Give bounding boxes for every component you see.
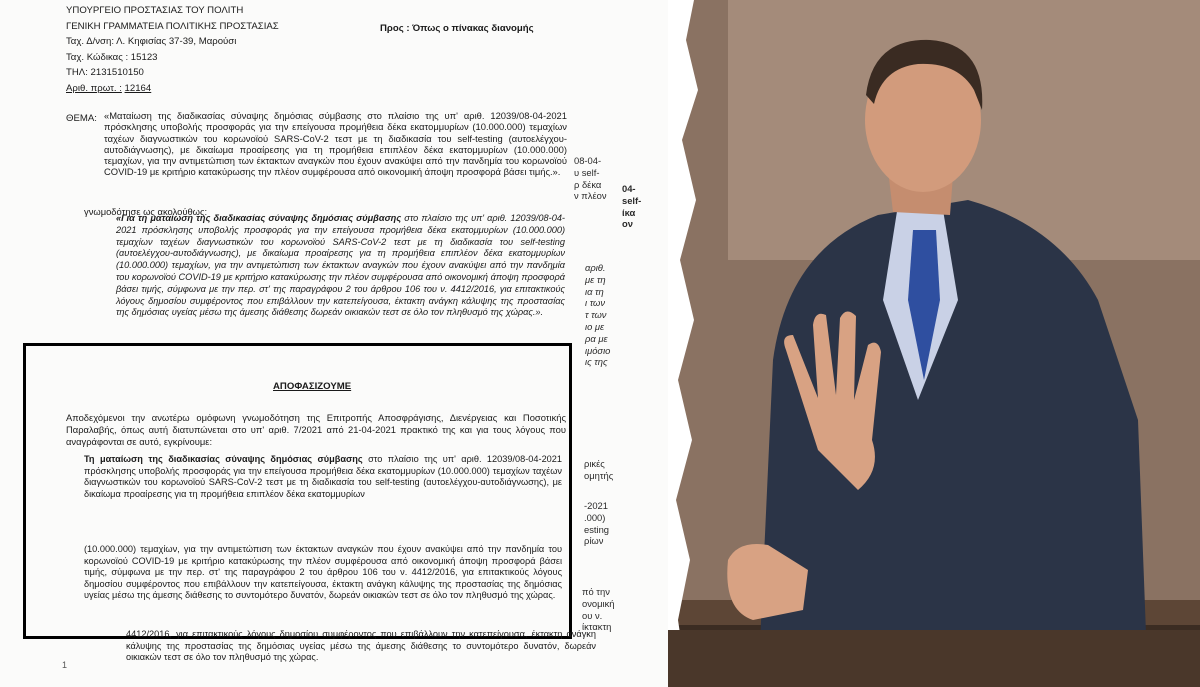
decision-accept-text: Αποδεχόμενοι την ανωτέρω ομόφωνη γνωμοδότηση της Επιτροπής Αποσφράγισης, Διενέργειας και Ποσοτικής Παραλαβής, όπως αυτή διατυπώνεται στο υπ' αριθ. 7/2021 από 21-04-2021 πρακτικό της και για τους λόγους που αναγράφονται σε αυτό, εγκρίνουμε: bbox=[66, 412, 566, 447]
letterhead-line: ΤΗΛ: 2131510150 bbox=[66, 67, 144, 78]
side-fragments-a: 08-04- υ self- ρ δέκα ν πλέον bbox=[574, 155, 607, 202]
side-fragments-b: 04- self- ίκα ον bbox=[622, 183, 642, 230]
subject-text: «Ματαίωση της διαδικασίας σύναψης δημόσιας σύμβασης στο πλαίσιο της υπ' αριθ. 12039/08-04-2021 πρόσκλησης υποβολής προσφοράς για την επείγουσα προμήθεια δέκα εκατομμυρίων (10.000.000) τεμαχίων ταχέων διαγνωστικών του κορωνοϊού SARS-CoV-2 τεστ με τη διαδικασία του self-testing (αυτοελέγχου-αυτοδιάγνωσης), με δικαίωμα προαίρεσης για τη προμήθεια επιπλέον δέκα εκατομμυρίων (10.000.000) τεμαχίων, για την αντιμετώπιση των έκτακτων αναγκών που έχουν ανακύψει από την πανδημία του κορωνοϊού COVID-19 με κριτήριο κατακύρωσης την πλέον συμφέρουσα από οικονομική άποψη προσφορά βάσει τιμής.». bbox=[104, 110, 567, 178]
letterhead-line: ΓΕΝΙΚΗ ΓΡΑΜΜΑΤΕΙΑ ΠΟΛΙΤΙΚΗΣ ΠΡΟΣΤΑΣΙΑΣ bbox=[66, 20, 279, 32]
decision-item-bold: Τη ματαίωση της διαδικασίας σύναψης δημόσιας σύμβασης bbox=[84, 454, 363, 464]
tail-text: 4412/2016, για επιτακτικούς λόγους δημοσίου συμφέροντος που επιβάλλουν την κατεπείγουσα, έκτακτη ανάγκη κάλυψης της προστασίας της δημόσιας υγείας μέσω της άμεσης διάθεσης το συντομότερο δυνατόν, δωρεάν οικιακών τεστ σε όλο τον πληθυσμό της χώρας. bbox=[126, 629, 596, 663]
page-number: 1 bbox=[62, 660, 68, 670]
letterhead-line: Ταχ. Κώδικας : 15123 bbox=[66, 51, 158, 63]
decision-item bbox=[84, 454, 562, 500]
decision-heading: ΑΠΟΦΑΣΙΖΟΥΜΕ bbox=[273, 381, 352, 392]
protocol-line bbox=[66, 81, 279, 97]
protocol-label: Αριθ. πρωτ. : bbox=[66, 82, 122, 94]
side-fragments-e: -2021 .000) esting ρίων bbox=[584, 500, 610, 547]
protocol-number: 12164 bbox=[124, 82, 152, 94]
recipient: Προς : Όπως ο πίνακας διανομής bbox=[380, 23, 534, 34]
opinion-paragraph bbox=[116, 213, 565, 319]
opinion-label: γνωμοδότησε ως ακολούθως: bbox=[84, 206, 208, 217]
letterhead-line: Ταχ. Δ/νση: Λ. Κηφισίας 37-39, Μαρούσι bbox=[66, 36, 237, 47]
photo-illustration bbox=[668, 0, 1200, 687]
decision-item-continued: (10.000.000) τεμαχίων, για την αντιμετώπιση των έκτακτων αναγκών που έχουν ανακύψει από την πανδημία του κορωνοϊού COVID-19 με κριτήριο κατακύρωσης την πλέον συμφέρουσα από οικονομική άποψη προσφορά βάσει τιμής, σύμφωνα με την περ. στ' της παραγράφου 2 του άρθρου 106 του ν. 4412/2016, για επιτακτικούς λόγους δημοσίου συμφέροντος που επιβάλλουν την κατεπείγουσα, έκτακτη ανάγκη κάλυψης της προστασίας της δημόσιας υγείας μέσω της άμεσης διάθεσης το συντομότερο δυνατόν, δωρεάν οικιακών τεστ σε όλο τον πληθυσμό της χώρας. bbox=[84, 544, 562, 601]
highlight-frame bbox=[23, 343, 572, 639]
side-fragments-f: πό την ονομική ου ν. ίκτακτη bbox=[582, 586, 615, 633]
opinion-bold: «Για τη ματαίωση της διαδικασίας σύναψης δημόσιας σύμβασης bbox=[116, 213, 402, 223]
letterhead bbox=[66, 3, 279, 96]
side-fragments-c: αριθ. με τη ια τη ι των τ των ιο με ρα με ιμόσιο ις της bbox=[585, 262, 611, 368]
speaker-photo bbox=[668, 0, 1200, 687]
subject-label: ΘΕΜΑ: bbox=[66, 113, 97, 124]
letterhead-line: ΥΠΟΥΡΓΕΙΟ ΠΡΟΣΤΑΣΙΑΣ ΤΟΥ ΠΟΛΙΤΗ bbox=[66, 5, 244, 16]
side-fragments-d: ρικές ομητής bbox=[584, 458, 614, 481]
decision-item-text: στο πλαίσιο της υπ' αριθ. 12039/08-04-2021 πρόσκλησης υποβολής προσφοράς για την επείγουσα προμήθεια δέκα εκατομμυρίων (10.000.000) τεμαχίων ταχέων διαγνωστικών του κορωνοϊού SARS-CoV-2 τεστ με τη διαδικασία του self-testing (αυτοελέγχου-αυτοδιάγνωσης), με δικαίωμα προαίρεσης για τη προμήθεια επιπλέον δέκα εκατομμυρίων bbox=[84, 454, 563, 499]
opinion-text: στο πλαίσιο της υπ' αριθ. 12039/08-04-2021 πρόσκλησης υποβολής προσφοράς για την επείγουσα προμήθεια δέκα εκατομμυρίων (10.000.000) τεμαχίων ταχέων διαγνωστικών του κορωνοϊού SARS-CoV-2 τεστ με τη διαδικασία του self-testing (αυτοελέγχου-αυτοδιάγνωσης), με δικαίωμα προαίρεσης για τη προμήθεια επιπλέον δέκα εκατομμυρίων (10.000.000) τεμαχίων, για την αντιμετώπιση των έκτακτων αναγκών που έχουν ανακύψει από την πανδημία του κορωνοϊού COVID-19 με κριτήριο κατακύρωσης την πλέον συμφέρουσα από οικονομική άποψη προσφορά βάσει τιμής, σύμφωνα με την περ. στ' της παραγράφου 2 του άρθρου 106 του ν. 4412/2016, για επιτακτικούς λόγους δημοσίου συμφέροντος που επιβάλλουν την κατεπείγουσα, έκτακτη ανάγκη κάλυψης της προστασίας της δημόσιας υγείας μέσω της άμεσης διάθεσης δωρεάν οικιακών τεστ σε όλο τον πληθυσμό της χώρας.». bbox=[116, 213, 565, 318]
